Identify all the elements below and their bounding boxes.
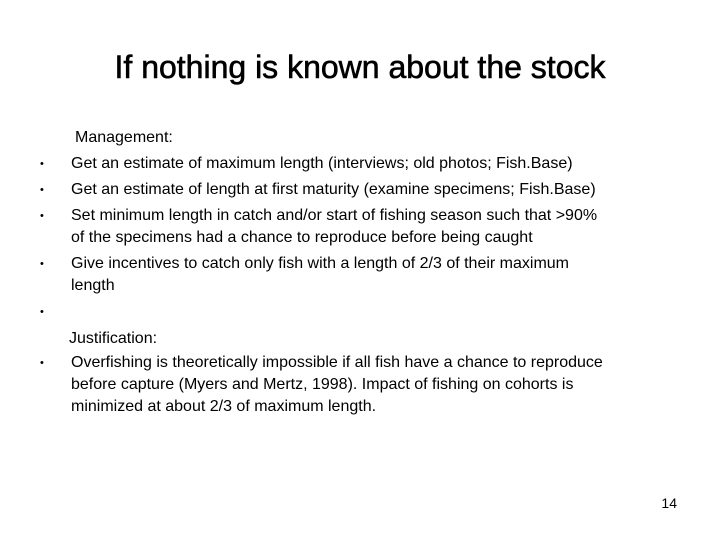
page-number: 14: [661, 495, 677, 511]
bullet-incentives: Give incentives to catch only fish with a length of 2/3 of their maximum: [71, 255, 570, 272]
bullet-marker: [40, 301, 50, 323]
justification-line: minimized at about 2/3 of maximum length.: [71, 398, 377, 415]
bullet-marker: [40, 153, 50, 175]
bullet-minimum-length-cont: of the specimens had a chance to reproduce before being caught: [71, 229, 533, 246]
bullet-first-maturity: Get an estimate of length at first maturity (examine specimens; Fish.Base): [71, 181, 596, 198]
slide-title: If nothing is known about the stock: [114, 49, 606, 85]
bullet-marker: [40, 179, 50, 201]
bullet-minimum-length: Set minimum length in catch and/or start of fishing season such that >90%: [71, 207, 598, 224]
management-heading: Management:: [75, 129, 173, 146]
bullet-incentives-cont: length: [71, 277, 115, 294]
bullet-marker: [40, 253, 50, 275]
justification-line: before capture (Myers and Mertz, 1998). Impact of fishing on cohorts is: [71, 376, 574, 393]
bullet-marker: [40, 205, 50, 227]
bullet-marker: [40, 352, 50, 374]
justification-line: Overfishing is theoretically impossible if all fish have a chance to reproduce: [71, 354, 603, 371]
justification-heading: Justification:: [69, 330, 158, 347]
bullet-max-length: Get an estimate of maximum length (interviews; old photos; Fish.Base): [71, 155, 573, 172]
